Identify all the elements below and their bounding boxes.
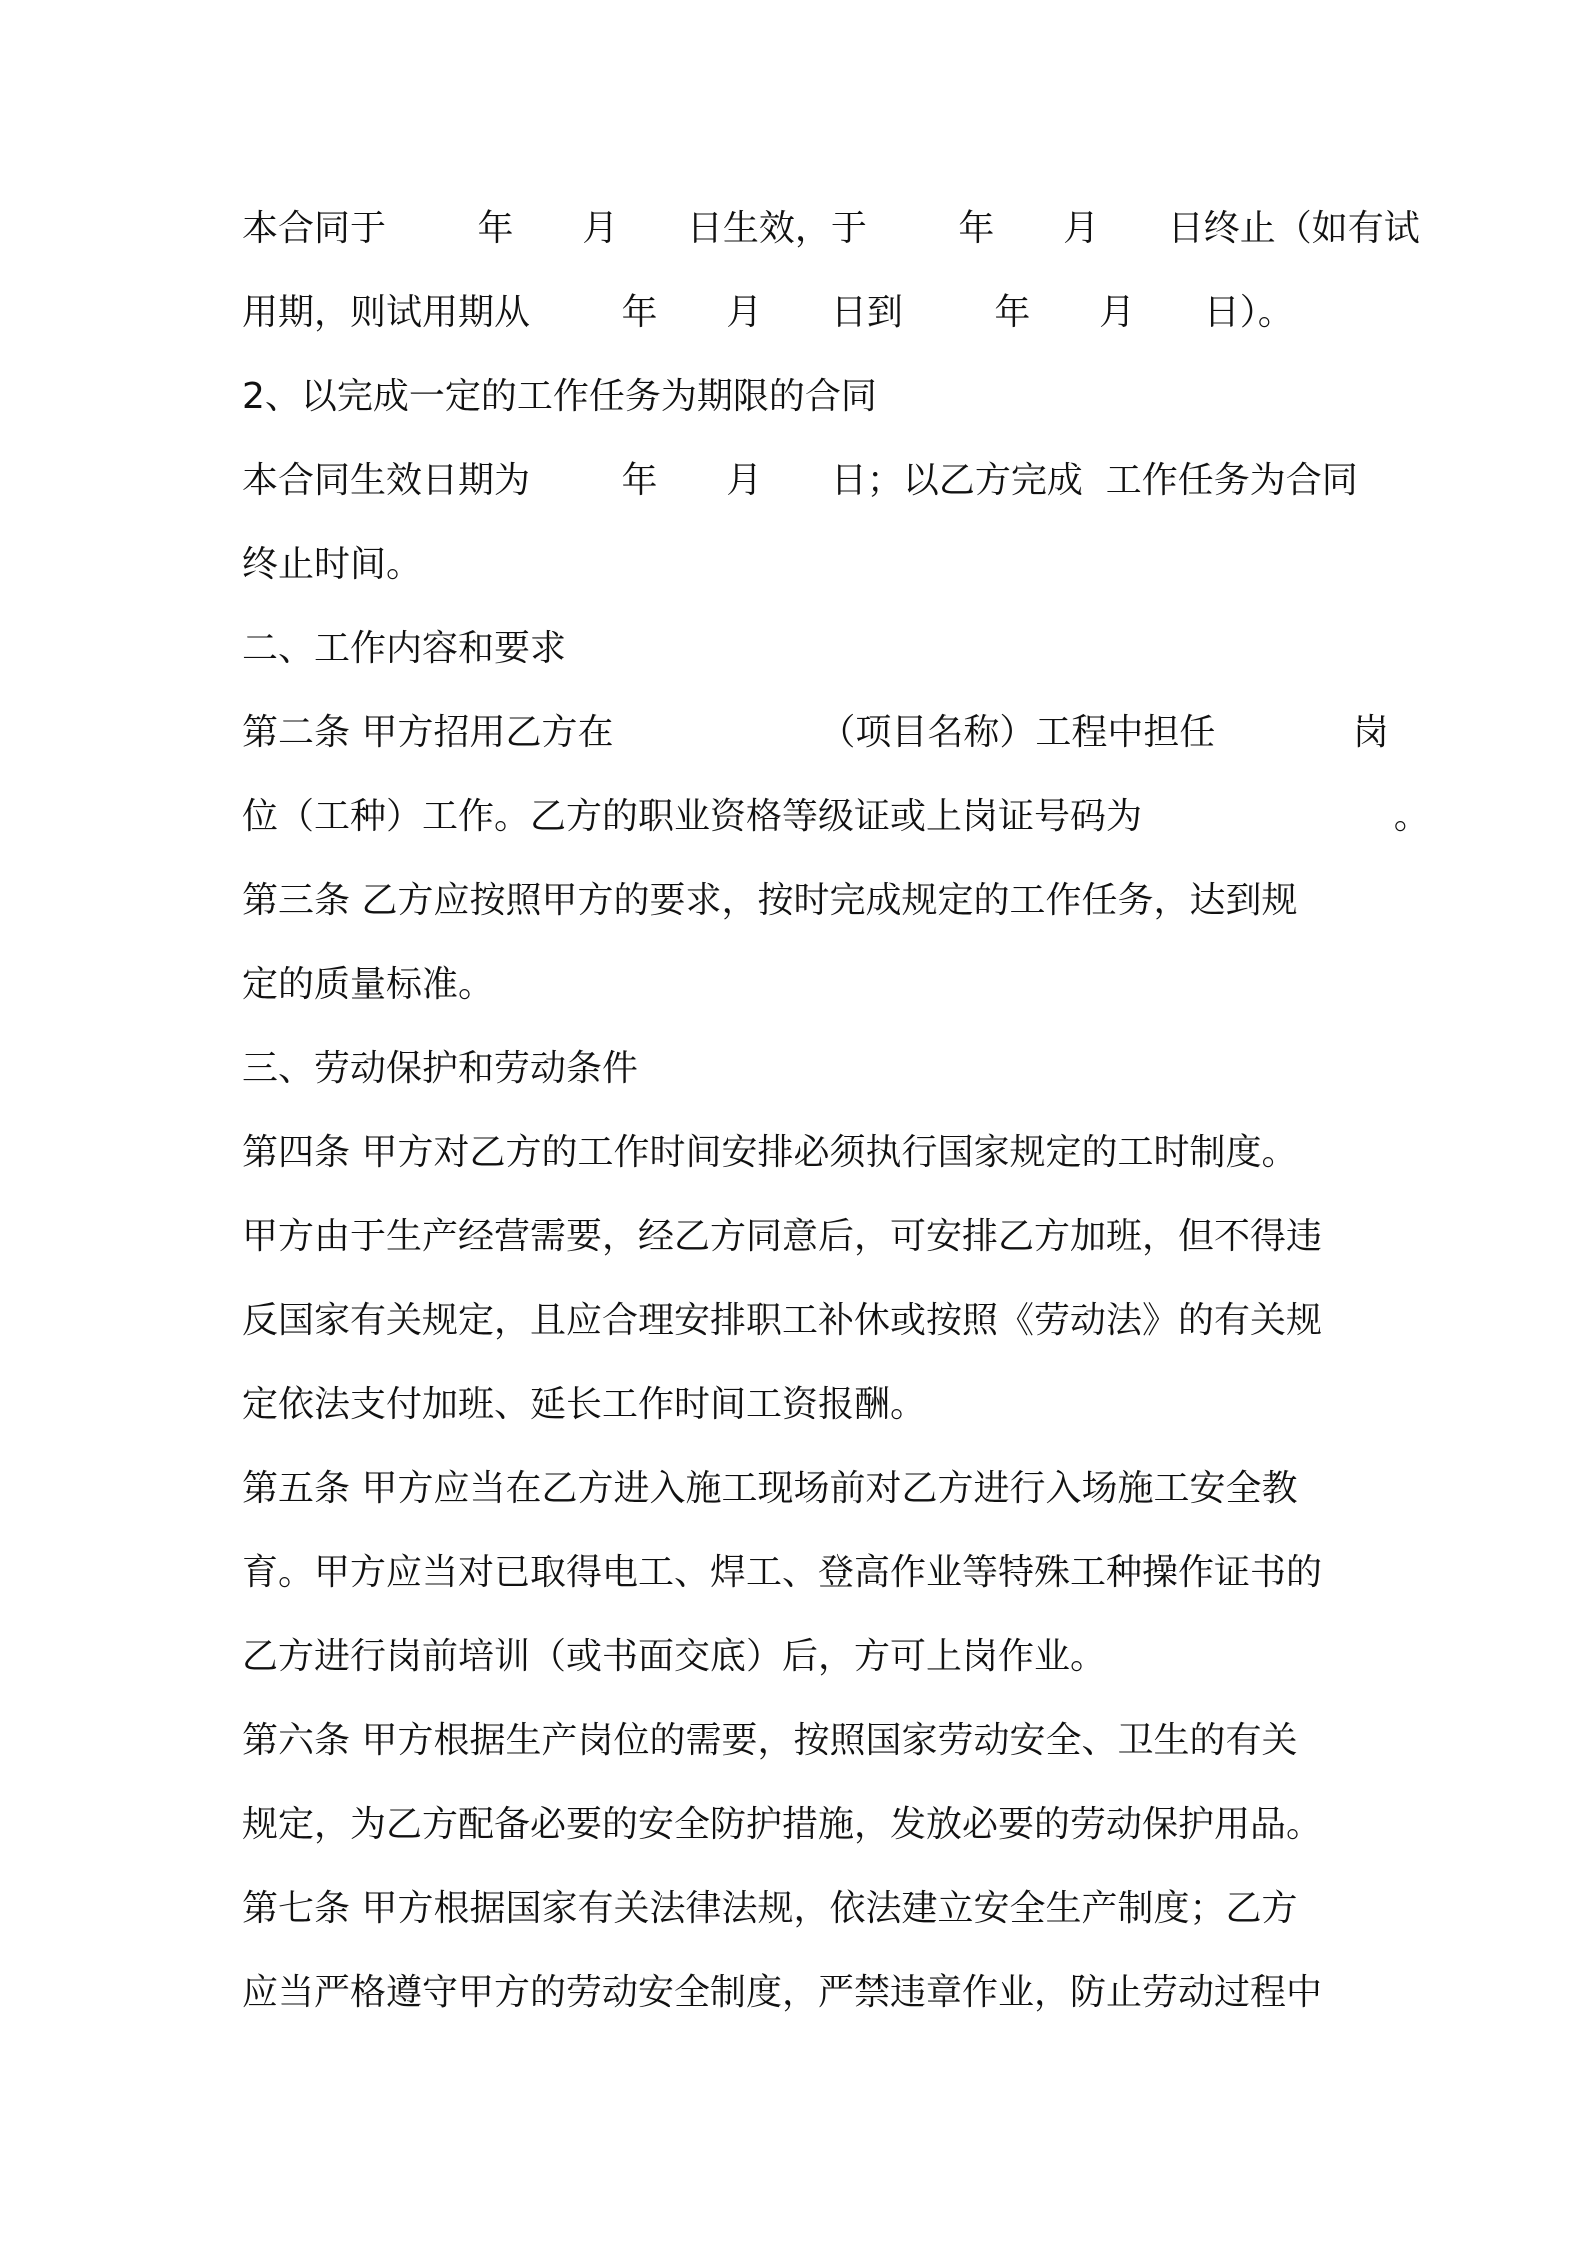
section-heading-labor-protection: 三、劳动保护和劳动条件 (242, 1048, 639, 1089)
article-7-line-1: 第七条 甲方根据国家有关法律法规，依法建立安全生产制度；乙方 (242, 1888, 1298, 1929)
clause-heading-task-contract: 2、以完成一定的工作任务为期限的合同 (242, 376, 877, 417)
article-2-line-2: 位（工种）工作。乙方的职业资格等级证或上岗证号码为 。 (242, 796, 1430, 837)
article-2-line-1: 第二条 甲方招用乙方在 （项目名称）工程中担任 岗 (242, 712, 1389, 753)
article-5-line-1: 第五条 甲方应当在乙方进入施工现场前对乙方进行入场施工安全教 (242, 1468, 1298, 1509)
section-heading-work-content: 二、工作内容和要求 (242, 628, 567, 669)
text-line-termination: 终止时间。 (242, 544, 423, 585)
article-7-line-2: 应当严格遵守甲方的劳动安全制度，严禁违章作业，防止劳动过程中 (242, 1972, 1323, 2013)
article-4-line-4: 定依法支付加班、延长工作时间工资报酬。 (242, 1384, 927, 1425)
article-5-line-2: 育。甲方应当对已取得电工、焊工、登高作业等特殊工种操作证书的 (242, 1552, 1323, 1593)
article-6-line-2: 规定，为乙方配备必要的安全防护措施，发放必要的劳动保护用品。 (242, 1804, 1323, 1845)
article-4-line-2: 甲方由于生产经营需要，经乙方同意后，可安排乙方加班，但不得违 (242, 1216, 1323, 1257)
article-3-line-1: 第三条 乙方应按照甲方的要求，按时完成规定的工作任务，达到规 (242, 880, 1298, 921)
text-line-probation: 用期，则试用期从 年 月 日到 年 月 日）。 (242, 292, 1294, 333)
article-3-line-2: 定的质量标准。 (242, 964, 495, 1005)
text-line-task-effective-date: 本合同生效日期为 年 月 日；以乙方完成 工作任务为合同 (242, 460, 1358, 501)
article-4-line-1: 第四条 甲方对乙方的工作时间安排必须执行国家规定的工时制度。 (242, 1132, 1298, 1173)
text-line-effective-dates: 本合同于 年 月 日生效，于 年 月 日终止（如有试 (242, 208, 1420, 249)
article-6-line-1: 第六条 甲方根据生产岗位的需要，按照国家劳动安全、卫生的有关 (242, 1720, 1298, 1761)
article-4-line-3: 反国家有关规定，且应合理安排职工补休或按照《劳动法》的有关规 (242, 1300, 1323, 1341)
article-5-line-3: 乙方进行岗前培训（或书面交底）后，方可上岗作业。 (242, 1636, 1107, 1677)
